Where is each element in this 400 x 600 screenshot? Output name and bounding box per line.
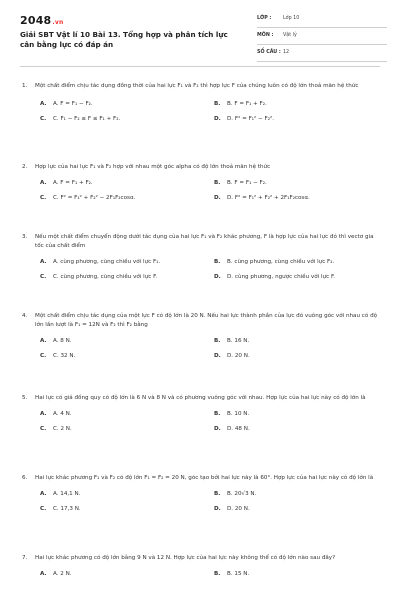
question-number: 7. — [22, 555, 28, 561]
option-d[interactable] — [214, 425, 250, 433]
question-text: Hai lực có giá đồng quy có độ lớn là 6 N và 8 N và có phương vuông góc với nhau. Hợp lực của hai lực này có độ lớn là — [35, 395, 366, 401]
meta-key: LỚP : — [257, 16, 272, 21]
option-text: D. cùng phương, ngược chiều với lực F. — [227, 274, 336, 280]
option-text: B. F = F₁ + F₂. — [227, 101, 267, 107]
option-key: C. — [40, 506, 47, 512]
option-text: C. cùng phương, cùng chiều với lực F. — [53, 274, 158, 280]
question-text: Hai lực khác phương có độ lớn bằng 9 N và 12 N. Hợp lực của hai lực này không thể có độ lớn nào sau đây? — [35, 555, 336, 561]
option-text: A. 2 N. — [53, 571, 72, 577]
question-5 — [20, 394, 382, 437]
meta-value: 12 — [283, 50, 290, 55]
option-key: D. — [214, 116, 221, 122]
option-c[interactable] — [40, 115, 120, 123]
option-a[interactable] — [40, 100, 93, 108]
option-text: B. 20√3 N. — [227, 491, 257, 497]
question-2 — [20, 163, 382, 206]
option-text: B. 16 N. — [227, 338, 250, 344]
logo-text: 2048 — [20, 14, 52, 27]
option-d[interactable] — [214, 352, 250, 360]
option-d[interactable] — [214, 273, 335, 281]
option-text: B. 15 N. — [227, 571, 250, 577]
question-stem — [20, 163, 382, 172]
option-a[interactable] — [40, 337, 72, 345]
meta-box — [257, 14, 387, 65]
option-text: D. 20 N. — [227, 506, 250, 512]
option-b[interactable] — [214, 570, 249, 578]
option-key: D. — [214, 274, 221, 280]
question-stem — [20, 82, 382, 91]
option-text: C. F² = F₁² + F₂² − 2F₁F₂cosα. — [53, 195, 136, 201]
option-key: C. — [40, 353, 47, 359]
options-row — [20, 422, 382, 437]
question-number: 2. — [22, 164, 28, 170]
option-key: A. — [40, 180, 47, 186]
question-number: 4. — [22, 313, 28, 319]
option-d[interactable] — [214, 194, 310, 202]
question-text: Một chất điểm chịu tác dụng của một lực F có độ lớn là 20 N. Nếu hai lực thành phần của lực đó vuông góc với nhau có độ lớn lần lượt là F₁ = 12N và F₂ thì F₂ bằng — [35, 313, 378, 328]
option-key: A. — [40, 259, 47, 265]
option-c[interactable] — [40, 273, 157, 281]
options-row — [20, 97, 382, 112]
question-3 — [20, 233, 382, 285]
option-a[interactable] — [40, 570, 72, 578]
question-number: 3. — [22, 234, 28, 240]
option-key: D. — [214, 195, 221, 201]
option-text: A. 14,1 N. — [53, 491, 81, 497]
option-c[interactable] — [40, 194, 135, 202]
option-key: A. — [40, 411, 47, 417]
option-text: D. F² = F₁² + F₂² + 2F₁F₂cosα. — [227, 195, 310, 201]
question-stem — [20, 394, 382, 403]
option-text: A. F = F₁ − F₂. — [53, 101, 93, 107]
page-title: Giải SBT Vật lí 10 Bài 13. Tổng hợp và phân tích lực cân bằng lực có đáp án — [20, 30, 228, 49]
question-number: 5. — [22, 395, 28, 401]
option-text: A. F = F₁ + F₂. — [53, 180, 93, 186]
option-c[interactable] — [40, 505, 81, 513]
option-d[interactable] — [214, 505, 250, 513]
options-row — [20, 487, 382, 502]
option-text: D. 20 N. — [227, 353, 250, 359]
option-key: B. — [214, 180, 221, 186]
question-text: Nếu một chất điểm chuyển động dưới tác dụng của hai lực F₁ và F₂ khác phương, F là hợp lực của hai lực đó thì vectơ gia tốc của chất điểm — [35, 234, 374, 249]
option-text: A. 4 N. — [53, 411, 72, 417]
option-text: C. F₁ − F₂ ≤ F ≤ F₁ + F₂. — [53, 116, 121, 122]
question-text: Hai lực khác phương F₁ và F₂ có độ lớn F₁ = F₂ = 20 N, góc tạo bởi hai lực này là 60°. Hợp lực của hai lực này có độ lớn là — [35, 475, 374, 481]
option-text: B. F = F₁ − F₂. — [227, 180, 267, 186]
options-row — [20, 255, 382, 270]
options-row — [20, 191, 382, 206]
question-4 — [20, 312, 382, 364]
question-stem — [20, 554, 382, 563]
question-stem — [20, 312, 382, 330]
option-key: A. — [40, 491, 47, 497]
option-d[interactable] — [214, 115, 274, 123]
option-key: B. — [214, 101, 221, 107]
option-key: B. — [214, 259, 221, 265]
option-text: C. 17,3 N. — [53, 506, 81, 512]
question-stem — [20, 474, 382, 483]
options-row — [20, 407, 382, 422]
meta-value: Vật lý — [283, 33, 297, 38]
option-text: A. cùng phương, cùng chiều với lực F₁. — [53, 259, 161, 265]
option-b[interactable] — [214, 490, 256, 498]
logo-suffix: .vn — [52, 19, 64, 26]
option-key: D. — [214, 426, 221, 432]
option-a[interactable] — [40, 179, 93, 187]
question-6 — [20, 474, 382, 517]
meta-key: MÔN : — [257, 33, 274, 38]
option-text: D. F² = F₁² − F₂². — [227, 116, 274, 122]
question-number: 6. — [22, 475, 28, 481]
meta-value: Lớp 10 — [283, 16, 300, 21]
option-key: B. — [214, 491, 221, 497]
option-b[interactable] — [214, 410, 249, 418]
option-key: D. — [214, 353, 221, 359]
option-a[interactable] — [40, 490, 80, 498]
option-key: C. — [40, 116, 47, 122]
options-row — [20, 270, 382, 285]
option-text: C. 32 N. — [53, 353, 76, 359]
meta-row-class — [257, 14, 387, 28]
option-key: A. — [40, 338, 47, 344]
options-row — [20, 112, 382, 127]
option-c[interactable] — [40, 352, 75, 360]
options-row — [20, 502, 382, 517]
meta-row-count — [257, 48, 387, 62]
option-text: C. 2 N. — [53, 426, 72, 432]
options-row — [20, 567, 382, 582]
option-text: D. 48 N. — [227, 426, 250, 432]
option-a[interactable] — [40, 258, 160, 266]
question-text: Hợp lực của hai lực F₁ và F₂ hợp với nhau một góc alpha có độ lớn thoả mãn hệ thức — [35, 164, 271, 170]
option-key: B. — [214, 338, 221, 344]
question-text: Một chất điểm chịu tác dụng đồng thời của hai lực F₁ và F₂ thì hợp lực F của chúng luôn có độ lớn thoả mãn hệ thức — [35, 83, 359, 89]
options-row — [20, 349, 382, 364]
question-stem — [20, 233, 382, 251]
option-key: B. — [214, 571, 221, 577]
header-divider — [20, 66, 380, 67]
option-b[interactable] — [214, 258, 334, 266]
page-header — [0, 0, 400, 66]
option-b[interactable] — [214, 337, 249, 345]
option-text: B. cùng phương, cùng chiều với lực F₂. — [227, 259, 335, 265]
question-number: 1. — [22, 83, 28, 89]
option-text: A. 8 N. — [53, 338, 72, 344]
option-text: B. 10 N. — [227, 411, 250, 417]
option-key: A. — [40, 571, 47, 577]
option-b[interactable] — [214, 179, 267, 187]
options-row — [20, 176, 382, 191]
question-7 — [20, 554, 382, 582]
option-key: C. — [40, 426, 47, 432]
site-logo[interactable] — [20, 14, 63, 27]
option-b[interactable] — [214, 100, 267, 108]
option-key: C. — [40, 195, 47, 201]
meta-row-subject — [257, 31, 387, 45]
option-a[interactable] — [40, 410, 72, 418]
option-key: C. — [40, 274, 47, 280]
option-key: A. — [40, 101, 47, 107]
question-1 — [20, 82, 382, 127]
meta-key: SỐ CÂU : — [257, 50, 281, 55]
options-row — [20, 334, 382, 349]
option-key: B. — [214, 411, 221, 417]
option-key: D. — [214, 506, 221, 512]
option-c[interactable] — [40, 425, 72, 433]
